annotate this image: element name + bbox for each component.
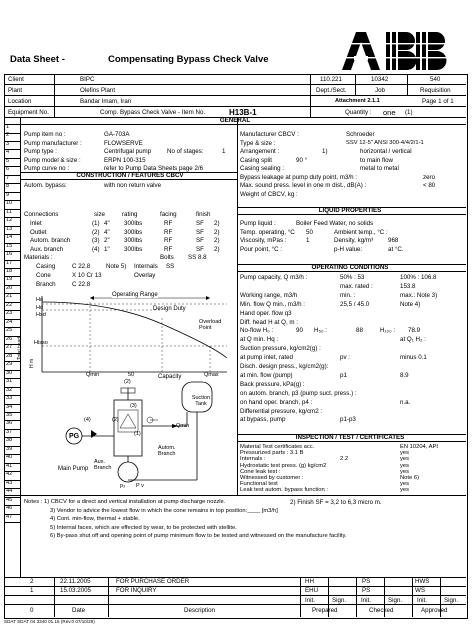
pump-liquid-label: Pump liquid : — [240, 220, 276, 227]
note-2: 2) Finish SF = 3,2 to 6,3 micro m. — [290, 499, 382, 506]
autom-branch-label: Autom. Branch — [158, 445, 176, 457]
bypass-leakage-value: zero — [423, 173, 436, 181]
row-number: 34 — [6, 403, 13, 410]
connection-cell: RF — [164, 228, 173, 236]
temp-label: Temp. operating, °C — [240, 228, 295, 236]
viscosity-label: Viscosity, mPas : — [240, 237, 287, 244]
connection-cell: (2) — [92, 228, 100, 236]
connection-cell: Inlet — [30, 220, 42, 227]
row-number: 7 — [6, 174, 10, 181]
connection-cell: 4" — [104, 220, 110, 227]
connection-cell: SF — [196, 228, 204, 236]
operating-label: Differential pressure, kg/cm2 : — [240, 407, 323, 415]
connection-cell: SF — [196, 245, 204, 253]
rev-2-number: 2 — [30, 578, 34, 585]
row-number: 29 — [6, 361, 13, 368]
row-number: 2 — [6, 132, 10, 139]
footer-code: SDAT SDAT 04 3340 01.15 (Rev.0 07/10/29) — [4, 619, 95, 624]
ph-label: p-H value: — [334, 245, 363, 253]
operating-value-2: 153.8 — [400, 282, 416, 290]
note-line: Notes : 1) CBCV for a direct and vertical installation at pump discharge nozzle. — [24, 499, 226, 505]
row-number: 38 — [6, 437, 13, 444]
dept-label: Dept./Sect. — [316, 87, 347, 94]
rev-1-date: 15.03.2005 — [60, 587, 91, 594]
label-3: (3) — [130, 403, 137, 409]
operating-label: on hand oper. branch, p4 : — [240, 398, 313, 406]
row-number: 28 — [6, 352, 13, 359]
hiso-label: Hisso — [34, 340, 48, 346]
row-number: 13 — [6, 225, 13, 232]
requisition-no: 540 — [430, 76, 441, 83]
pump-curve-graph — [22, 290, 237, 378]
inspection-label: Witnessed by customer : — [240, 475, 304, 481]
row-number: 23 — [6, 310, 13, 317]
inspection-label: Cone leak test : — [240, 468, 281, 475]
item-desc: Comp. Bypass Check Valve - Item No. — [100, 109, 206, 116]
rev-1-prepared: EHU — [305, 587, 319, 594]
cbcv-manufacturer-label: Manufacturer CBCV : — [240, 131, 299, 138]
operating-value-3: 78.9 — [408, 327, 421, 335]
inspection-value: yes — [400, 450, 410, 457]
ph-value: at °C. — [388, 245, 404, 253]
type-size-value: SSV 12-5" ANSI 300-4/4/2/1-1 — [346, 139, 424, 146]
qmin-diagram-label: Qmin — [176, 423, 190, 429]
casing-value: C 22.8 — [72, 263, 91, 270]
bolts-value: SS 8.8 — [188, 254, 207, 261]
conn-header-size: size — [94, 211, 106, 218]
equipment-label: Equipment No. — [8, 109, 49, 116]
abb-logo — [340, 30, 450, 72]
rev-2-approved: HWS — [415, 578, 430, 585]
pump-curve-label: Pump curve no : — [24, 165, 70, 172]
internals-value: SS — [166, 263, 175, 270]
section-construction: CONSTRUCTION / FEATURES CBCV — [76, 172, 184, 179]
density-label: Density, kg/m³ — [334, 237, 374, 244]
row-number: 47 — [6, 513, 13, 520]
plant-label: Plant — [8, 87, 23, 94]
inspection-label: Internals : — [240, 456, 266, 463]
inspection-label: Functional test — [240, 481, 278, 488]
row-number: 8 — [6, 183, 10, 190]
operating-value-2: at Q₁ H₂ : — [400, 336, 426, 344]
section-operating: OPERATING CONDITIONS — [311, 264, 389, 271]
conn-header-finish: finish — [196, 211, 211, 218]
row-number: 16 — [6, 251, 13, 258]
connection-cell: SF — [196, 220, 204, 227]
job-no: 10342 — [371, 76, 389, 83]
operating-sublabel-2: H₁₀₀ : — [380, 327, 396, 335]
overlay-label: Overlay — [134, 272, 156, 279]
p3-label: p₃ — [120, 483, 126, 489]
inspection-label: Leak test autom. bypass function : — [240, 487, 328, 494]
row-number: 5 — [6, 157, 10, 164]
inspection-label: Material Test certificates acc. — [240, 444, 315, 450]
attachment: Attachment 2.1.1 — [335, 98, 380, 104]
connection-cell: 300lbs — [124, 237, 143, 244]
row-number: 30 — [6, 369, 13, 376]
pg-label: PG — [69, 433, 80, 440]
inspection-value: EN 10204, API — [400, 444, 439, 450]
inspection-value: yes — [400, 481, 410, 488]
pump-item-label: Pump item no : — [24, 131, 66, 138]
pump-manufacturer-label: Pump manufacturer : — [24, 139, 82, 147]
operating-label: at min. flow (pump) — [240, 371, 293, 379]
inspection-value-2: yes — [400, 456, 410, 463]
operating-label: No-flow H₀ : — [240, 327, 274, 335]
operating-value-1: p1 — [340, 371, 347, 379]
operating-value-2: 8.9 — [400, 371, 409, 379]
row-number: 9 — [6, 191, 10, 198]
operating-value-1: 25,5 / 45.0 — [340, 300, 370, 308]
internals-label: Internals — [134, 263, 158, 270]
rev-header-rev: 0 — [30, 607, 34, 614]
row-number: 6 — [6, 166, 10, 173]
row-number: 17 — [6, 259, 13, 266]
operating-label: Pump capacity, Q m3/h : — [240, 274, 308, 281]
rev-1-approved: WS — [415, 587, 425, 594]
row-number: 27 — [6, 344, 13, 351]
rev-init-3: Init. — [417, 597, 427, 604]
row-number: 21 — [6, 293, 13, 300]
hd-label: Hd — [36, 305, 44, 311]
operating-label: Hand oper. flow q3 — [240, 309, 292, 317]
inspection-value: yes — [400, 487, 410, 494]
connection-cell: 300lbs — [124, 220, 143, 227]
doc-title: Compensating Bypass Check Valve — [108, 54, 269, 65]
location-value: Bandar Imam, Iran — [80, 98, 132, 105]
operating-label: at bypass, pump — [240, 416, 286, 424]
label-1: (1) — [134, 431, 141, 437]
note-line: 6) By-pass shut off and opening point of pump minimum flow to be tested and witnessed on the manufacture facility. — [50, 533, 347, 540]
row-number: 39 — [6, 445, 13, 452]
client-value: BIPC — [80, 76, 95, 83]
connection-cell: 300lbs — [124, 245, 143, 253]
operating-label: at Q min. Hq : — [240, 336, 279, 344]
operating-label: Suction pressure, kg/cm2(g) : — [240, 345, 321, 353]
job-label: Job — [375, 87, 385, 94]
arrangement-value: horizontal / vertical — [360, 148, 412, 155]
note-line: 3) Vendor to advice the lowest flow in which the cone remains in top position:____ [m3/h] — [50, 507, 278, 514]
rev-2-date: 22.11.2005 — [60, 578, 91, 585]
operating-value-1: 50% : 53 — [340, 274, 365, 281]
casing-split-label: Casing split — [240, 156, 272, 164]
operating-value-2: minus 0.1 — [400, 354, 427, 362]
rev-sign-1: Sign. — [332, 597, 347, 604]
autom-bypass-label: Autom. bypass: — [24, 182, 67, 189]
row-number: 31 — [6, 378, 13, 385]
rev-2-desc: FOR PURCHASE ORDER — [116, 578, 190, 585]
operating-label: Disch. design press., kg/cm2(g): — [240, 363, 329, 370]
pump-model-value: ERPN 100-315 — [104, 156, 146, 164]
note-line: 4) Cont. min-flow, thermal + stable. — [50, 516, 140, 523]
operating-label: Diff. head H at Q, m : — [240, 318, 299, 326]
row-number: 10 — [6, 200, 13, 207]
connection-cell: Aux. branch — [30, 245, 64, 253]
type-size-label: Type & size : — [240, 139, 276, 147]
connection-cell: (1) — [92, 220, 100, 227]
requisition-label: Requisition — [420, 87, 451, 94]
row-number: 45 — [6, 496, 13, 503]
quantity-value: one — [383, 108, 396, 117]
connection-cell: Outlet — [30, 228, 47, 236]
connection-cell: RF — [164, 245, 173, 253]
branch-label: Branch — [36, 281, 56, 288]
row-number: 35 — [6, 411, 13, 418]
qmax-label: Qmax — [204, 372, 219, 378]
autom-bypass-value: with non return valve — [104, 182, 162, 189]
ambient-label: Ambient temp., °C : — [334, 228, 388, 236]
row-number: 14 — [6, 234, 13, 241]
rev-checked: Checked — [369, 607, 394, 614]
pump-item-value: GA-703A — [104, 131, 130, 138]
operating-value-2: 88 — [356, 327, 363, 335]
main-pump-label: Main Pump — [58, 466, 89, 472]
connection-cell: 2) — [214, 228, 220, 236]
operating-value-1: max. rated : — [340, 282, 373, 290]
operating-label: at pump inlet, rated — [240, 354, 293, 362]
pump-manufacturer-value: FLOWSERVE — [104, 139, 143, 147]
rev-1-desc: FOR INQUIRY — [116, 587, 157, 594]
row-number: 24 — [6, 318, 13, 325]
rev-prepared: Prepared — [312, 607, 338, 614]
casing-note: Note 5) — [106, 263, 127, 270]
inspection-label: Hydrostatic test press. (g) kg/cm2 — [240, 462, 327, 469]
viscosity-value: 1 — [306, 237, 310, 244]
casing-sealing-value: metal to metal — [360, 165, 399, 172]
bolts-label: Bolts — [160, 254, 174, 261]
stages-label: No of stages: — [167, 148, 204, 155]
rev-approved: Approved — [421, 607, 448, 614]
connection-cell: (4) — [92, 245, 100, 253]
connection-cell: RF — [164, 220, 173, 227]
client-label: Client — [8, 76, 24, 83]
arrangement-label: Arrangement : — [240, 148, 280, 155]
branch-value: C 22.8 — [72, 281, 91, 288]
label-4: (4) — [84, 417, 91, 423]
capacity-label: Capacity — [158, 374, 182, 380]
rev-init-2: Init. — [361, 597, 371, 604]
operating-value-2: max.: Note 3) — [400, 291, 438, 299]
rev-sign-2: Sign. — [388, 597, 403, 604]
bypass-leakage-label: Bypass leakage at pump duty point, m3/h : — [240, 173, 357, 181]
connection-cell: 2) — [214, 237, 220, 244]
label-2-mid: (2) — [112, 417, 119, 423]
rev-2-checked: PS — [362, 578, 371, 585]
density-value: 968 — [388, 237, 399, 244]
row-number: 22 — [6, 301, 13, 308]
casing-sealing-label: Casing sealing : — [240, 165, 285, 172]
inspection-value: 2.2 — [340, 456, 349, 463]
operating-value-2: 100% : 106.8 — [400, 274, 437, 281]
row-number: 12 — [6, 217, 13, 224]
pump-type-label: Pump type : — [24, 148, 58, 155]
row-number: 18 — [6, 267, 13, 274]
page-info: Page 1 of 1 — [422, 98, 454, 105]
design-duty-label: Design Duty — [153, 306, 186, 312]
rev-1-checked: PS — [362, 587, 371, 594]
unit-m-label: H m — [29, 358, 35, 368]
casing-split-value2: to main flow — [360, 156, 394, 164]
pump-curve-value: refer to Pump Data Sheets page 2/6 — [104, 165, 204, 172]
label-2-top: (2) — [124, 379, 131, 385]
connection-cell: 300lbs — [124, 228, 143, 236]
temp-value: 50 — [306, 228, 313, 236]
casing-split-value: 90 ° — [296, 156, 308, 164]
row-number: 3 — [6, 140, 10, 147]
operating-label: Working range, m3/h — [240, 291, 298, 299]
operating-range-label: Operating Range — [112, 292, 158, 298]
quantity-unit: (1) — [405, 109, 413, 116]
connection-cell: 1" — [104, 245, 110, 253]
pump-type-value: Centrifugal pump — [104, 148, 152, 155]
suction-tank-label: Suction Tank — [191, 395, 211, 407]
note-line: 5) Internal faces, which are effected by wear, to be protected with stellite. — [50, 524, 237, 531]
row-number: 32 — [6, 386, 13, 393]
quantity-label: Quantity : — [345, 109, 372, 116]
conn-header-connections: Connections — [24, 211, 59, 218]
rev-1-number: 1 — [30, 587, 34, 594]
row-number: 36 — [6, 420, 13, 427]
operating-value-1: min. : — [340, 291, 356, 299]
arrangement-note: 1) — [322, 148, 328, 155]
row-number: 1 — [6, 124, 10, 130]
row-number: 41 — [6, 462, 13, 469]
operating-label: on autom. branch, p3 (pump suct. press.) : — [240, 389, 357, 397]
conn-header-rating: rating — [122, 211, 138, 218]
operating-value-1: pv : — [340, 354, 350, 362]
inspection-value: yes — [400, 462, 410, 469]
plant-value: Olefins Plant — [80, 87, 116, 94]
hsd-label: Hsd — [36, 312, 46, 318]
operating-value-2: Note 4) — [400, 300, 421, 308]
connection-cell: Autom. branch — [30, 237, 71, 244]
item-no: H13B-1 — [229, 107, 257, 117]
rev-init-1: Init. — [305, 597, 315, 604]
row-number: 26 — [6, 335, 13, 342]
stages-value: 1 — [222, 148, 226, 155]
row-divider — [4, 522, 20, 523]
rev-sign-3: Sign. — [444, 597, 459, 604]
aux-branch-label: Aux. Branch — [94, 459, 112, 471]
cone-label: Cone — [36, 272, 51, 279]
qmin-label: Qmin — [86, 372, 100, 378]
h0-label: Ho — [36, 297, 44, 303]
inspection-value: Note 6) — [400, 475, 420, 481]
operating-label: Min. flow Q min., m3/h : — [240, 300, 305, 308]
total-head-label: Total head — [17, 336, 23, 360]
dept-no: 110.221 — [320, 76, 342, 83]
operating-value-1: 90 — [296, 327, 303, 335]
operating-value-2: n.a. — [400, 398, 411, 406]
row-number: 11 — [6, 208, 12, 215]
cbcv-manufacturer-value: Schroeder — [346, 131, 375, 138]
row-number: 33 — [6, 395, 13, 402]
row-number: 44 — [6, 488, 13, 495]
operating-sublabel-1: H₅₀ : — [314, 327, 327, 335]
cone-value: X 10 Cr 13 — [72, 272, 102, 279]
pv-label: P v — [136, 483, 144, 489]
connection-cell: 2) — [214, 220, 220, 227]
casing-label: Casing — [36, 263, 56, 270]
inspection-value: yes — [400, 468, 410, 475]
section-liquid: LIQUID PROPERTIES — [318, 207, 382, 214]
pump-liquid-value: Boiler Feed Water, no solids — [296, 220, 374, 227]
rev-header-date: Date — [72, 607, 86, 614]
rev-header-desc: Description — [184, 607, 215, 614]
row-number: 42 — [6, 471, 13, 478]
conn-header-facing: facing — [160, 211, 177, 218]
section-general: GENERAL — [219, 117, 251, 124]
inspection-label: Pressurized parts : 3.1 B — [240, 450, 304, 457]
connection-cell: SF — [196, 237, 204, 244]
doc-type: Data Sheet - — [10, 54, 65, 65]
row-number: 4 — [6, 149, 10, 156]
location-label: Location — [8, 98, 32, 105]
connection-cell: 4" — [104, 228, 110, 236]
row-number: 15 — [6, 242, 13, 249]
row-number: 20 — [6, 284, 13, 291]
rev-2-prepared: HH — [305, 578, 314, 585]
overload-label: Overload Point — [199, 319, 222, 331]
row-number: 19 — [6, 276, 13, 283]
row-number: 40 — [6, 454, 13, 461]
q50-label: 50 — [128, 372, 135, 378]
materials-label: Materials : — [24, 254, 53, 261]
connection-cell: 2" — [104, 237, 110, 244]
row-number: 37 — [6, 428, 13, 435]
row-number: 25 — [6, 327, 13, 334]
section-inspection: INSPECTION / TEST / CERTIFICATES — [295, 434, 405, 441]
operating-value-1: p1-p3 — [340, 416, 356, 424]
pump-model-label: Pump model & size : — [24, 156, 81, 164]
weight-label: Weight of CBCV, kg : — [240, 191, 298, 198]
connection-cell: 2) — [214, 245, 220, 253]
sound-level-label: Max. sound press. level in one m dist., dB(A) : — [240, 182, 367, 189]
pour-point-label: Pour point, °C : — [240, 245, 283, 253]
operating-label: Back pressure, kPa(g) : — [240, 380, 305, 388]
row-number: 43 — [6, 479, 13, 486]
row-number: 46 — [6, 505, 13, 512]
sound-level-value: < 80 — [423, 182, 436, 189]
connection-cell: (3) — [92, 237, 100, 244]
connection-cell: RF — [164, 237, 173, 244]
